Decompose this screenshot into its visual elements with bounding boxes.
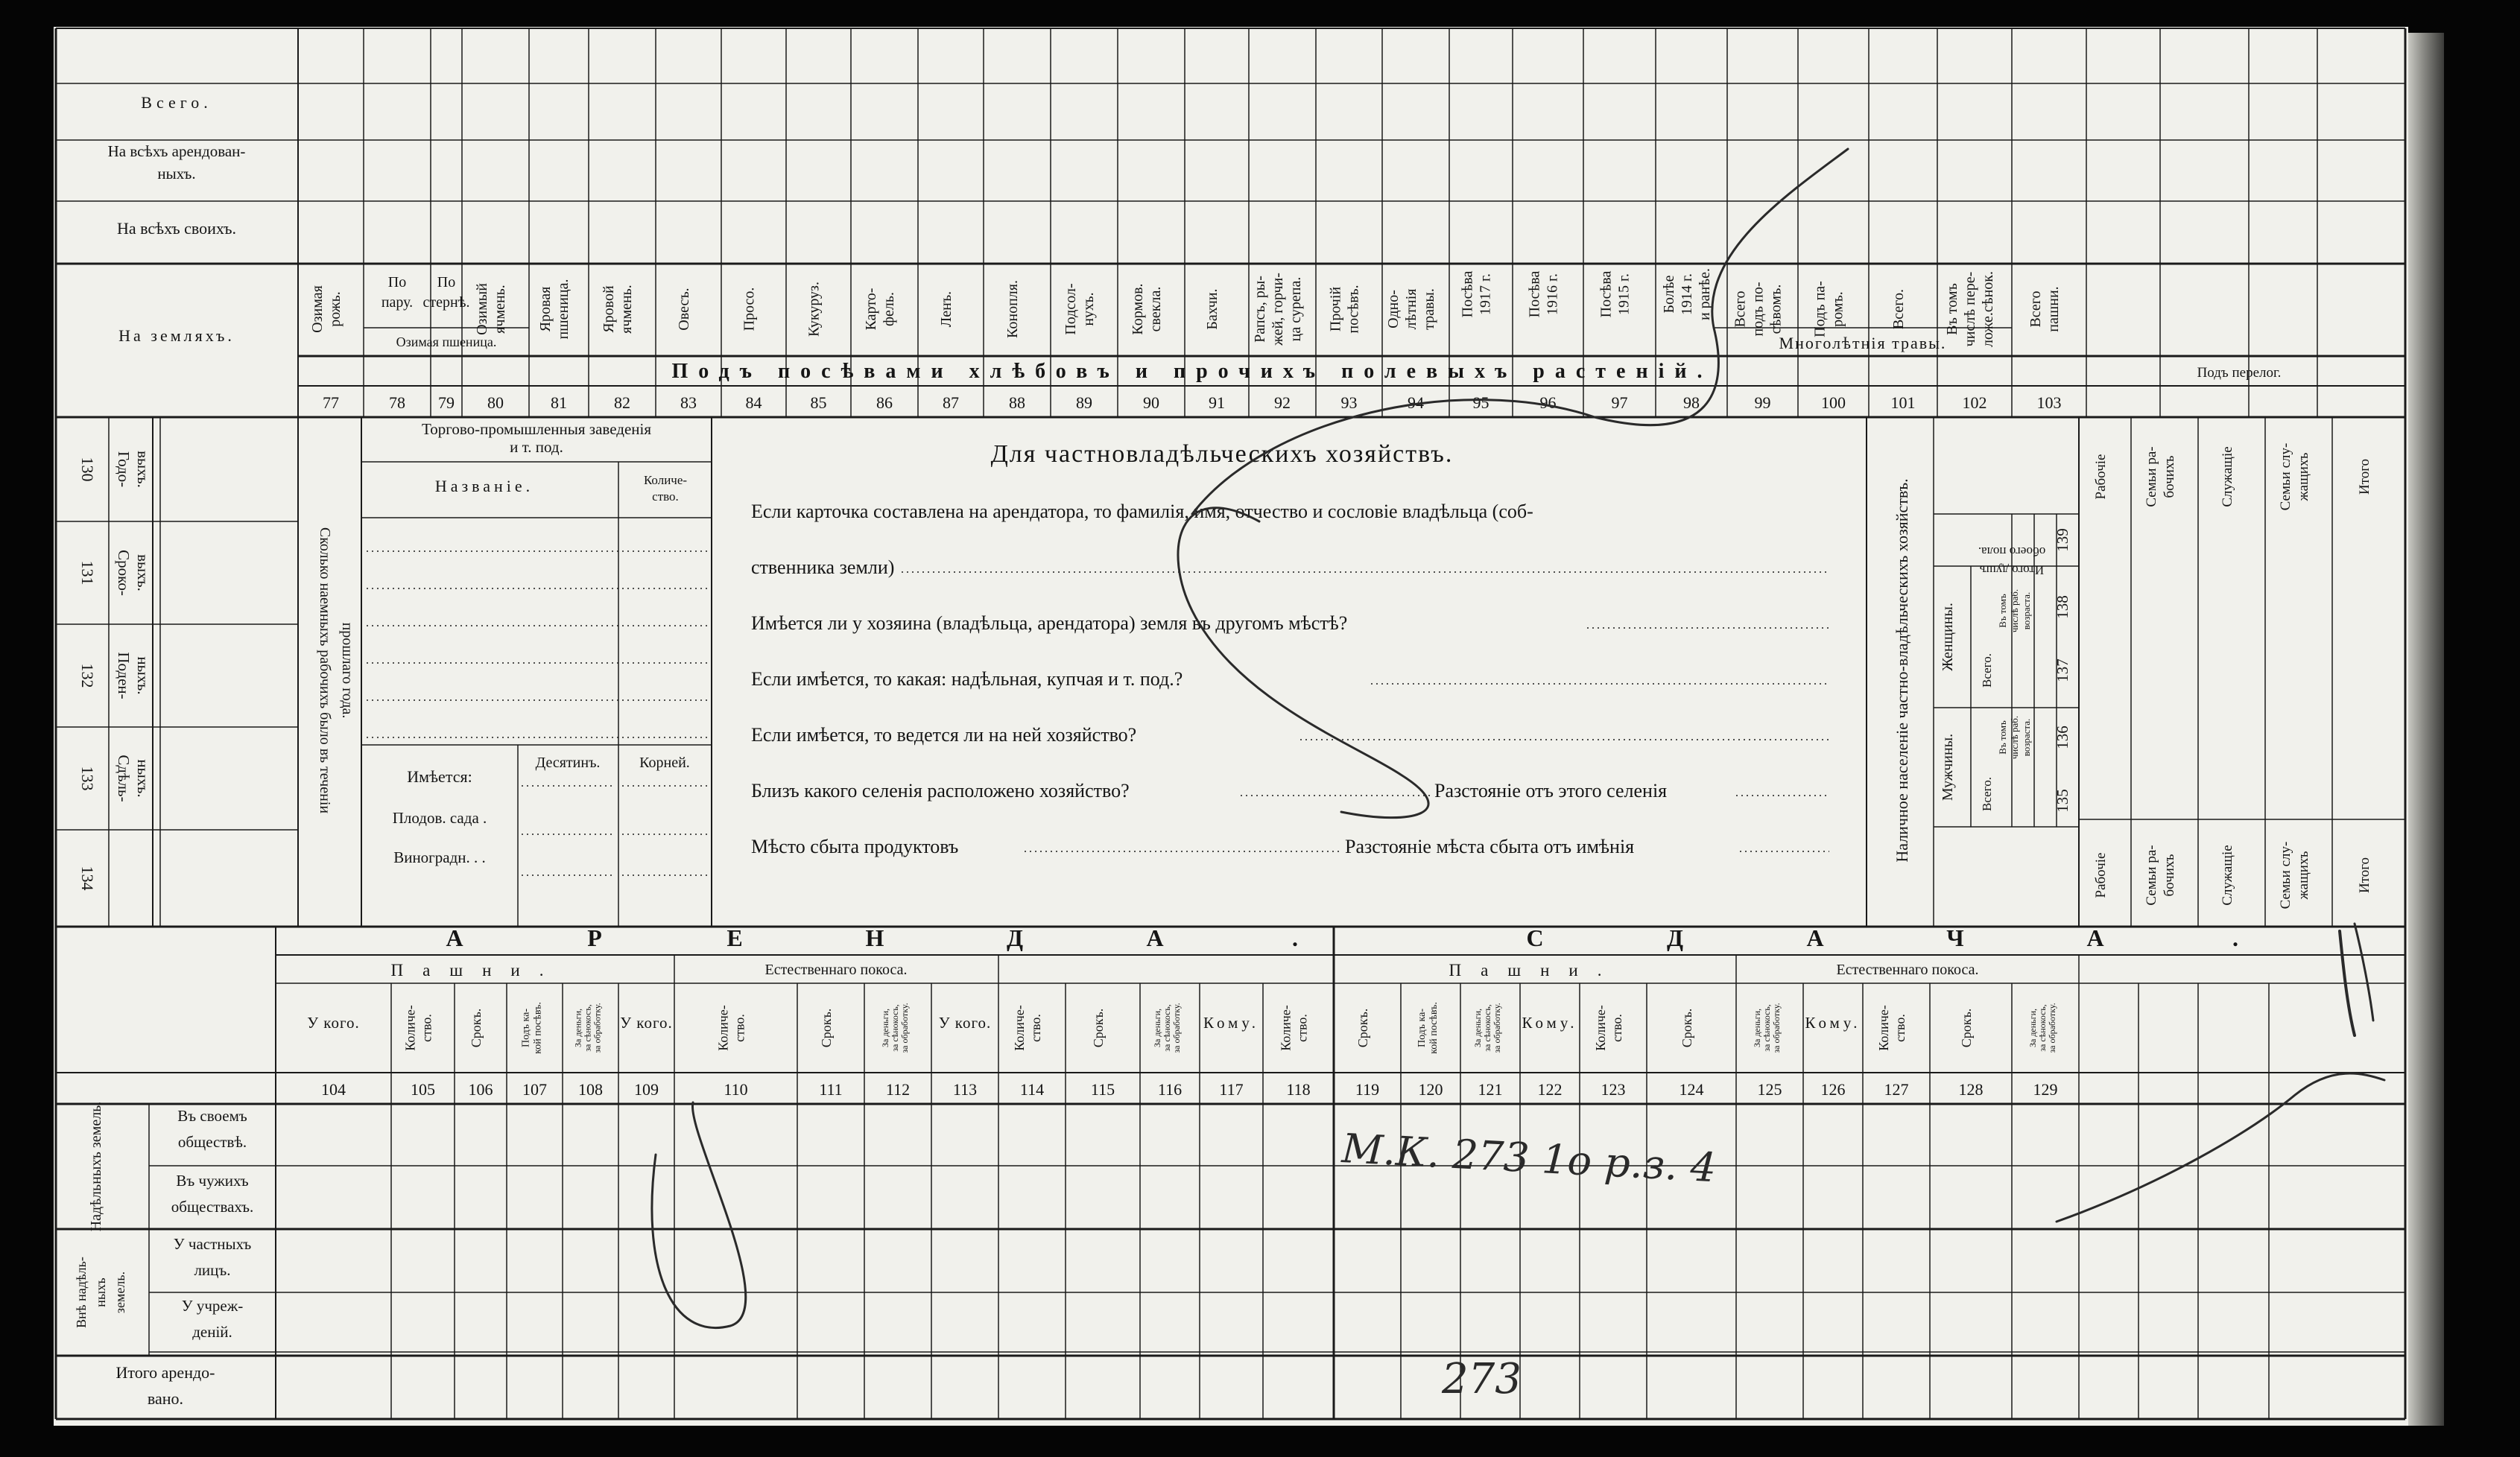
sub-col-header: кой посѣвъ. (532, 1002, 544, 1054)
crop-header: нухъ. (1080, 292, 1097, 326)
sub-col-header: Подъ ка- (520, 1008, 532, 1048)
crop-header: 1916 г. (1544, 273, 1561, 315)
men-total-label: Всего. (1980, 777, 1994, 811)
u-kogo-header: У кого. (620, 1014, 673, 1032)
column-number: 111 (819, 1080, 843, 1099)
crop-header: 1917 г. (1477, 273, 1494, 315)
sub-col-header: Срокъ. (819, 1008, 834, 1048)
column-number: 97 (1611, 393, 1628, 412)
row-group-nadel: Надѣльныхъ земель. (88, 1101, 104, 1232)
row-label: обществѣ. (177, 1133, 247, 1151)
incl-label: Въ томъ (1997, 594, 2008, 628)
column-number: 81 (551, 393, 567, 412)
arenda-header-letter: А (446, 924, 463, 951)
sub-col-header: за обработку. (1771, 1003, 1782, 1053)
column-number: 86 (876, 393, 893, 412)
u-kogo-header: У кого. (938, 1014, 992, 1032)
arenda-header-letter: Д (1006, 924, 1024, 951)
sdacha-header-letter: . (2232, 924, 2238, 951)
arenda-header-letter: А (1146, 924, 1164, 951)
crop-header: Ленъ. (938, 291, 955, 328)
crop-header: лѣтнія (1403, 288, 1419, 330)
korney-header: Корней. (639, 755, 690, 771)
column-number: 87 (943, 393, 959, 412)
sub-col-header: За деньги, (572, 1008, 583, 1048)
trade-qty-header-2: ство. (652, 489, 679, 504)
sub-col-header: За деньги, (1752, 1008, 1762, 1048)
worker-col-label: ныхъ. (134, 656, 152, 695)
sub-col-header: Количе- (402, 1005, 418, 1051)
incl-label: возраста. (2021, 718, 2032, 757)
sdacha-header-letter: А (2086, 924, 2104, 951)
worker-col-number: 131 (78, 560, 97, 585)
women-total-label: Всего. (1980, 653, 1994, 688)
crop-header: Посѣва (1459, 270, 1476, 318)
vineyard-label: Виноградн. . . (393, 848, 486, 866)
column-number: 128 (1958, 1080, 1984, 1099)
q-village-distance: Разстояніе отъ этого селенія (1434, 780, 1668, 801)
sub-col-header: за обработку. (2047, 1003, 2057, 1053)
sub-col-header: за обработку. (592, 1003, 603, 1053)
worker-col-label: выхъ. (134, 451, 152, 488)
column-number: 101 (1890, 393, 1916, 412)
sub-col-header: за сѣнокосъ, (1482, 1004, 1492, 1052)
column-number: 102 (1962, 393, 1987, 412)
pashni-header-sdacha: Пашни. (1449, 961, 1621, 980)
workers-col-header: жащихъ (2296, 452, 2311, 501)
sub-col-header: ство. (419, 1014, 434, 1042)
crop-header: сѣвомъ. (1767, 284, 1785, 334)
column-number: 108 (578, 1080, 603, 1099)
column-number: 93 (1340, 393, 1358, 412)
column-number: 113 (952, 1080, 978, 1099)
worker-col-label: Сдѣль- (115, 755, 133, 802)
sub-header-fallow: Подъ перелог. (2197, 365, 2282, 381)
pen-stroke-lower (2057, 1073, 2384, 1222)
crop-header: ложе.сѣнок. (1980, 270, 1996, 348)
sub-col-header: Количе- (715, 1005, 731, 1051)
crop-header: Посѣва (1598, 270, 1615, 318)
crop-header: Кормов. (1130, 283, 1146, 335)
crop-header: пшеница. (555, 279, 572, 340)
column-number: 104 (321, 1080, 346, 1099)
column-number: 95 (1472, 393, 1489, 412)
crop-header: пашни. (2045, 286, 2062, 332)
crop-header: числѣ пере- (1962, 271, 1978, 347)
crop-banner: Подъ посѣвами хлѣбовъ и прочихъ полевыхъ растеній. (671, 360, 1713, 383)
q-market: Мѣсто сбыта продуктовъ (751, 836, 959, 857)
q-village: Близъ какого селенія расположено хозяйство? (751, 780, 1130, 801)
row-label-rented-2: ныхъ. (157, 165, 196, 182)
column-number: 98 (1683, 393, 1700, 412)
row-label: деній. (192, 1323, 232, 1341)
crop-header: По (387, 274, 407, 291)
sub-col-header: ство. (732, 1014, 747, 1042)
sdacha-header-letter: Д (1666, 924, 1684, 951)
crop-header: Въ томъ (1944, 283, 1960, 335)
row-label: Въ чужихъ (176, 1172, 249, 1190)
crop-header: Подъ па- (1811, 281, 1829, 337)
incl-label: Въ томъ (1997, 720, 2008, 755)
arenda-header-letter: Н (865, 924, 884, 951)
workers-col-header: бочихъ (2162, 455, 2177, 498)
sub-col-header: за сѣнокосъ, (1162, 1004, 1172, 1052)
crop-header: травы. (1421, 288, 1437, 330)
orchard-label: Плодов. сада . (392, 809, 487, 827)
crop-header: Подсол- (1063, 283, 1079, 335)
row-label-total: Всего. (141, 93, 212, 112)
column-number: 123 (1601, 1080, 1626, 1099)
sub-col-header: Срокъ. (1091, 1008, 1106, 1048)
column-number: 91 (1209, 393, 1225, 412)
workers-col-header: Семьи ра- (2144, 446, 2159, 507)
workers-col-header-bottom: Итого (2357, 857, 2372, 894)
itogo-souls-label: Итого душъ (1979, 563, 2045, 577)
column-number: 112 (885, 1080, 911, 1099)
row-label-on-lands: На земляхъ. (118, 326, 235, 345)
sub-col-header: За деньги, (880, 1008, 890, 1048)
row-group-vne: Внѣ надѣль- (74, 1257, 89, 1328)
column-number: 77 (323, 393, 339, 412)
workers-col-header-bottom: жащихъ (2296, 851, 2311, 900)
column-number: 127 (1884, 1080, 1909, 1099)
itogo-label-2: вано. (147, 1389, 184, 1408)
sub-header-wheat: Озимая пшеница. (396, 334, 497, 349)
pen-loop-lower (652, 1102, 746, 1328)
column-number: 89 (1076, 393, 1092, 412)
crop-header: фель. (881, 292, 897, 326)
workers-col-header-bottom: Семьи слу- (2278, 841, 2293, 910)
sub-col-header: За деньги, (2027, 1008, 2038, 1048)
worker-col-label: ныхъ. (134, 759, 152, 798)
sub-col-header: Количе- (1278, 1005, 1294, 1051)
crop-header: Конопля. (1004, 280, 1021, 338)
sub-col-header: за обработку. (1171, 1003, 1182, 1053)
sdacha-header-letter: Ч (1946, 924, 1964, 951)
sub-col-header: За деньги, (1472, 1008, 1483, 1048)
crop-header: Бахчи. (1204, 288, 1221, 330)
population-col-number: 137 (2054, 658, 2071, 682)
column-number: 92 (1274, 393, 1291, 412)
worker-col-number: 130 (78, 457, 97, 482)
sub-col-header: за обработку. (1492, 1003, 1502, 1053)
sub-col-header: ство. (1609, 1014, 1624, 1042)
worker-col-label: Сроко- (115, 550, 133, 596)
handwritten-marks (652, 149, 2384, 1403)
crop-header: Яровая (537, 286, 554, 332)
crop-header: Карто- (863, 288, 879, 331)
sub-col-header: Срокъ. (1959, 1008, 1974, 1048)
column-number: 94 (1408, 393, 1424, 412)
hired-workers-title: Сколько наемныхъ рабочихъ было въ теченіи (317, 527, 333, 814)
crop-header: Всего. (1890, 288, 1907, 330)
worker-col-number: 132 (78, 663, 97, 688)
row-label-own: На всѣхъ своихъ. (117, 219, 236, 238)
crop-header: подъ по- (1750, 282, 1767, 337)
crop-header: ячмень. (618, 285, 635, 334)
row-label: обществахъ. (171, 1198, 254, 1216)
row-group-vne: земель. (113, 1271, 127, 1314)
trade-name-header: Названіе. (434, 477, 534, 495)
crop-header: Одно- (1385, 290, 1402, 328)
sub-col-header: Количе- (1876, 1005, 1891, 1051)
row-group-vne: ныхъ (93, 1277, 108, 1307)
handwritten-number: 273 (1442, 1355, 1522, 1403)
column-number: 84 (745, 393, 762, 412)
column-number: 100 (1821, 393, 1846, 412)
workers-col-header: Семьи слу- (2278, 442, 2293, 511)
crop-header: 1914 г. (1679, 273, 1695, 315)
q-other-land: Имѣется ли у хозяина (владѣльца, арендатора) земля въ другомъ мѣстѣ? (751, 612, 1348, 634)
q-owner-2: ственника земли) (751, 556, 895, 578)
column-number: 126 (1820, 1080, 1846, 1099)
desyatin-header: Десятинъ. (535, 755, 601, 771)
sub-col-header: ство. (1893, 1014, 1908, 1042)
crop-header: Озимая (309, 285, 326, 333)
crop-header: ца сурепа. (1288, 276, 1304, 342)
u-kogo-header: У кого. (307, 1014, 360, 1032)
column-number: 106 (468, 1080, 493, 1099)
q-owner: Если карточка составлена на арендатора, то фамилія, имя, отчество и сословіе владѣльца (соб- (751, 501, 1533, 522)
sub-col-header: ство. (1294, 1014, 1310, 1042)
crop-header: и ранѣе. (1697, 267, 1713, 321)
column-number: 118 (1286, 1080, 1311, 1099)
crop-header: ромъ. (1829, 291, 1846, 327)
pen-tick-2 (2355, 924, 2373, 1020)
komu-header: Кому. (1522, 1014, 1578, 1032)
crop-header: Рапсъ, ры- (1252, 276, 1268, 343)
q-market-distance: Разстояніе мѣста сбыта отъ имѣнія (1345, 836, 1635, 857)
incl-label: числѣ раб. (2009, 715, 2020, 760)
handwritten-note: М.К. 273 1о р.з. 4 (1340, 1125, 1718, 1192)
column-number: 115 (1090, 1080, 1115, 1099)
column-number: 79 (438, 393, 455, 412)
workers-col-header: Рабочіе (2093, 454, 2109, 500)
workers-col-header-bottom: бочихъ (2162, 854, 2177, 897)
column-number: 116 (1157, 1080, 1183, 1099)
trade-qty-header: Количе- (643, 473, 688, 487)
column-number: 85 (810, 393, 827, 412)
itogo-souls-label-2: обоего пола. (1978, 545, 2046, 559)
sub-col-header: за обработку. (899, 1003, 910, 1053)
workers-col-header: Итого (2357, 458, 2372, 495)
komu-header: Кому. (1203, 1014, 1259, 1032)
arenda-header-letter: Е (726, 924, 743, 951)
worker-col-number: 134 (78, 866, 97, 891)
form-grid-lines (56, 28, 2405, 1419)
sub-col-header: за сѣнокосъ, (2037, 1004, 2048, 1052)
incl-label: возраста. (2021, 591, 2032, 630)
column-number: 80 (487, 393, 504, 412)
pokos-header: Естественнаго покоса. (764, 962, 908, 978)
column-number: 90 (1143, 393, 1159, 412)
crop-header: посѣвъ. (1345, 285, 1362, 334)
population-title: Наличное населеніе частно-владѣльческихъ хозяйствъ. (1893, 478, 1911, 863)
population-col-number: 135 (2054, 789, 2071, 813)
column-number: 129 (2033, 1080, 2058, 1099)
pashni-header: Пашни. (390, 961, 563, 980)
crop-header: Овесъ. (676, 288, 692, 331)
column-number: 122 (1537, 1080, 1563, 1099)
women-label: Женщины. (1940, 603, 1956, 671)
crop-header: Всего (2027, 291, 2044, 328)
sub-col-header: кой посѣвъ. (1428, 1002, 1440, 1054)
population-col-number: 139 (2054, 528, 2071, 552)
crop-header: Посѣва (1526, 270, 1543, 318)
sub-col-header: Срокъ. (1355, 1008, 1370, 1048)
incl-label: числѣ раб. (2009, 588, 2020, 633)
sub-col-header: За деньги, (1152, 1008, 1162, 1048)
arenda-header-letter: . (1292, 924, 1298, 951)
row-label-rented: На всѣхъ арендован- (107, 142, 246, 160)
sdacha-header-letter: С (1526, 924, 1544, 951)
men-label: Мужчины. (1940, 733, 1956, 801)
column-number: 107 (522, 1080, 547, 1099)
crop-header: рожь. (327, 291, 344, 327)
column-number: 82 (614, 393, 630, 412)
column-number: 117 (1219, 1080, 1244, 1099)
column-number: 78 (389, 393, 405, 412)
has-label: Имѣется: (407, 767, 472, 786)
hired-workers-title-2: прошлаго года. (339, 622, 355, 719)
crop-header: Прочій (1327, 286, 1344, 332)
column-number: 125 (1757, 1080, 1782, 1099)
column-number: 114 (1019, 1080, 1045, 1099)
worker-col-number: 133 (78, 766, 97, 791)
workers-col-header: Служащіе (2220, 446, 2235, 507)
trade-title: Торгово-промышленныя заведенія (422, 420, 651, 438)
worker-col-label: Годо- (115, 451, 133, 488)
pokos-header-sdacha: Естественнаго покоса. (1836, 962, 1979, 978)
komu-header: Кому. (1805, 1014, 1861, 1032)
crop-header: Всего (1732, 291, 1749, 328)
sub-col-header: Срокъ. (1680, 1008, 1694, 1048)
sub-col-header: Количе- (1593, 1005, 1608, 1051)
pen-loop (1178, 508, 1428, 818)
column-number: 121 (1478, 1080, 1503, 1099)
column-number: 83 (680, 393, 697, 412)
column-number: 109 (634, 1080, 659, 1099)
sdacha-header-letter: А (1806, 924, 1824, 951)
column-number: 96 (1539, 393, 1557, 412)
crop-header: жей, горчи- (1270, 273, 1286, 346)
q-farming: Если имѣется, то ведется ли на ней хозяйство? (751, 724, 1137, 746)
arenda-header-letter: Р (587, 924, 602, 951)
row-label: У частныхъ (173, 1235, 252, 1253)
sub-col-header: за сѣнокосъ, (582, 1004, 593, 1052)
crop-header: пару. (381, 294, 414, 311)
row-label: У учреж- (181, 1297, 244, 1315)
column-number: 88 (1009, 393, 1025, 412)
crop-header: Кукуруз. (805, 282, 823, 337)
private-farms-title: Для частновладѣльческихъ хозяйствъ. (990, 440, 1454, 468)
crop-header: Просо. (741, 287, 758, 331)
itogo-label: Итого арендо- (115, 1363, 215, 1382)
crop-header: По (437, 274, 456, 291)
crop-header: Яровой (601, 285, 617, 333)
workers-col-header-bottom: Служащіе (2220, 845, 2235, 906)
column-number: 105 (411, 1080, 435, 1099)
sub-col-header: за сѣнокосъ, (890, 1004, 900, 1052)
trade-title-2: и т. под. (510, 438, 563, 456)
sub-col-header: Подъ ка- (1416, 1008, 1428, 1048)
crop-header: свекла. (1147, 286, 1164, 332)
sub-col-header: ство. (1028, 1014, 1043, 1042)
form-text (74, 93, 2372, 1408)
crop-header: Озимый (474, 283, 490, 335)
workers-col-header-bottom: Рабочіе (2093, 852, 2109, 898)
column-number: 110 (724, 1080, 748, 1099)
population-col-number: 136 (2054, 726, 2071, 749)
population-col-number: 138 (2054, 595, 2071, 619)
sub-col-header: Срокъ. (469, 1008, 484, 1048)
crop-header: ячмень. (492, 285, 508, 334)
sub-header-grass: Многолѣтнія травы. (1779, 334, 1947, 352)
column-number: 103 (2036, 393, 2062, 412)
sub-col-header: за сѣнокосъ, (1761, 1004, 1772, 1052)
column-number: 120 (1418, 1080, 1443, 1099)
worker-col-label: выхъ. (134, 554, 152, 591)
crop-header: стернѣ. (422, 294, 470, 311)
column-number: 119 (1355, 1080, 1380, 1099)
q-land-type: Если имѣется, то какая: надѣльная, купчая и т. под.? (751, 668, 1183, 690)
row-label: лицъ. (194, 1261, 231, 1279)
crop-header: 1915 г. (1615, 273, 1633, 315)
workers-col-header-bottom: Семьи ра- (2144, 845, 2159, 906)
crop-header: Болѣе (1661, 275, 1677, 314)
sub-col-header: Количе- (1012, 1005, 1027, 1051)
column-number: 124 (1679, 1080, 1704, 1099)
worker-col-label: Поден- (115, 652, 133, 699)
column-number: 99 (1754, 393, 1771, 412)
row-label: Въ своемъ (177, 1107, 247, 1125)
